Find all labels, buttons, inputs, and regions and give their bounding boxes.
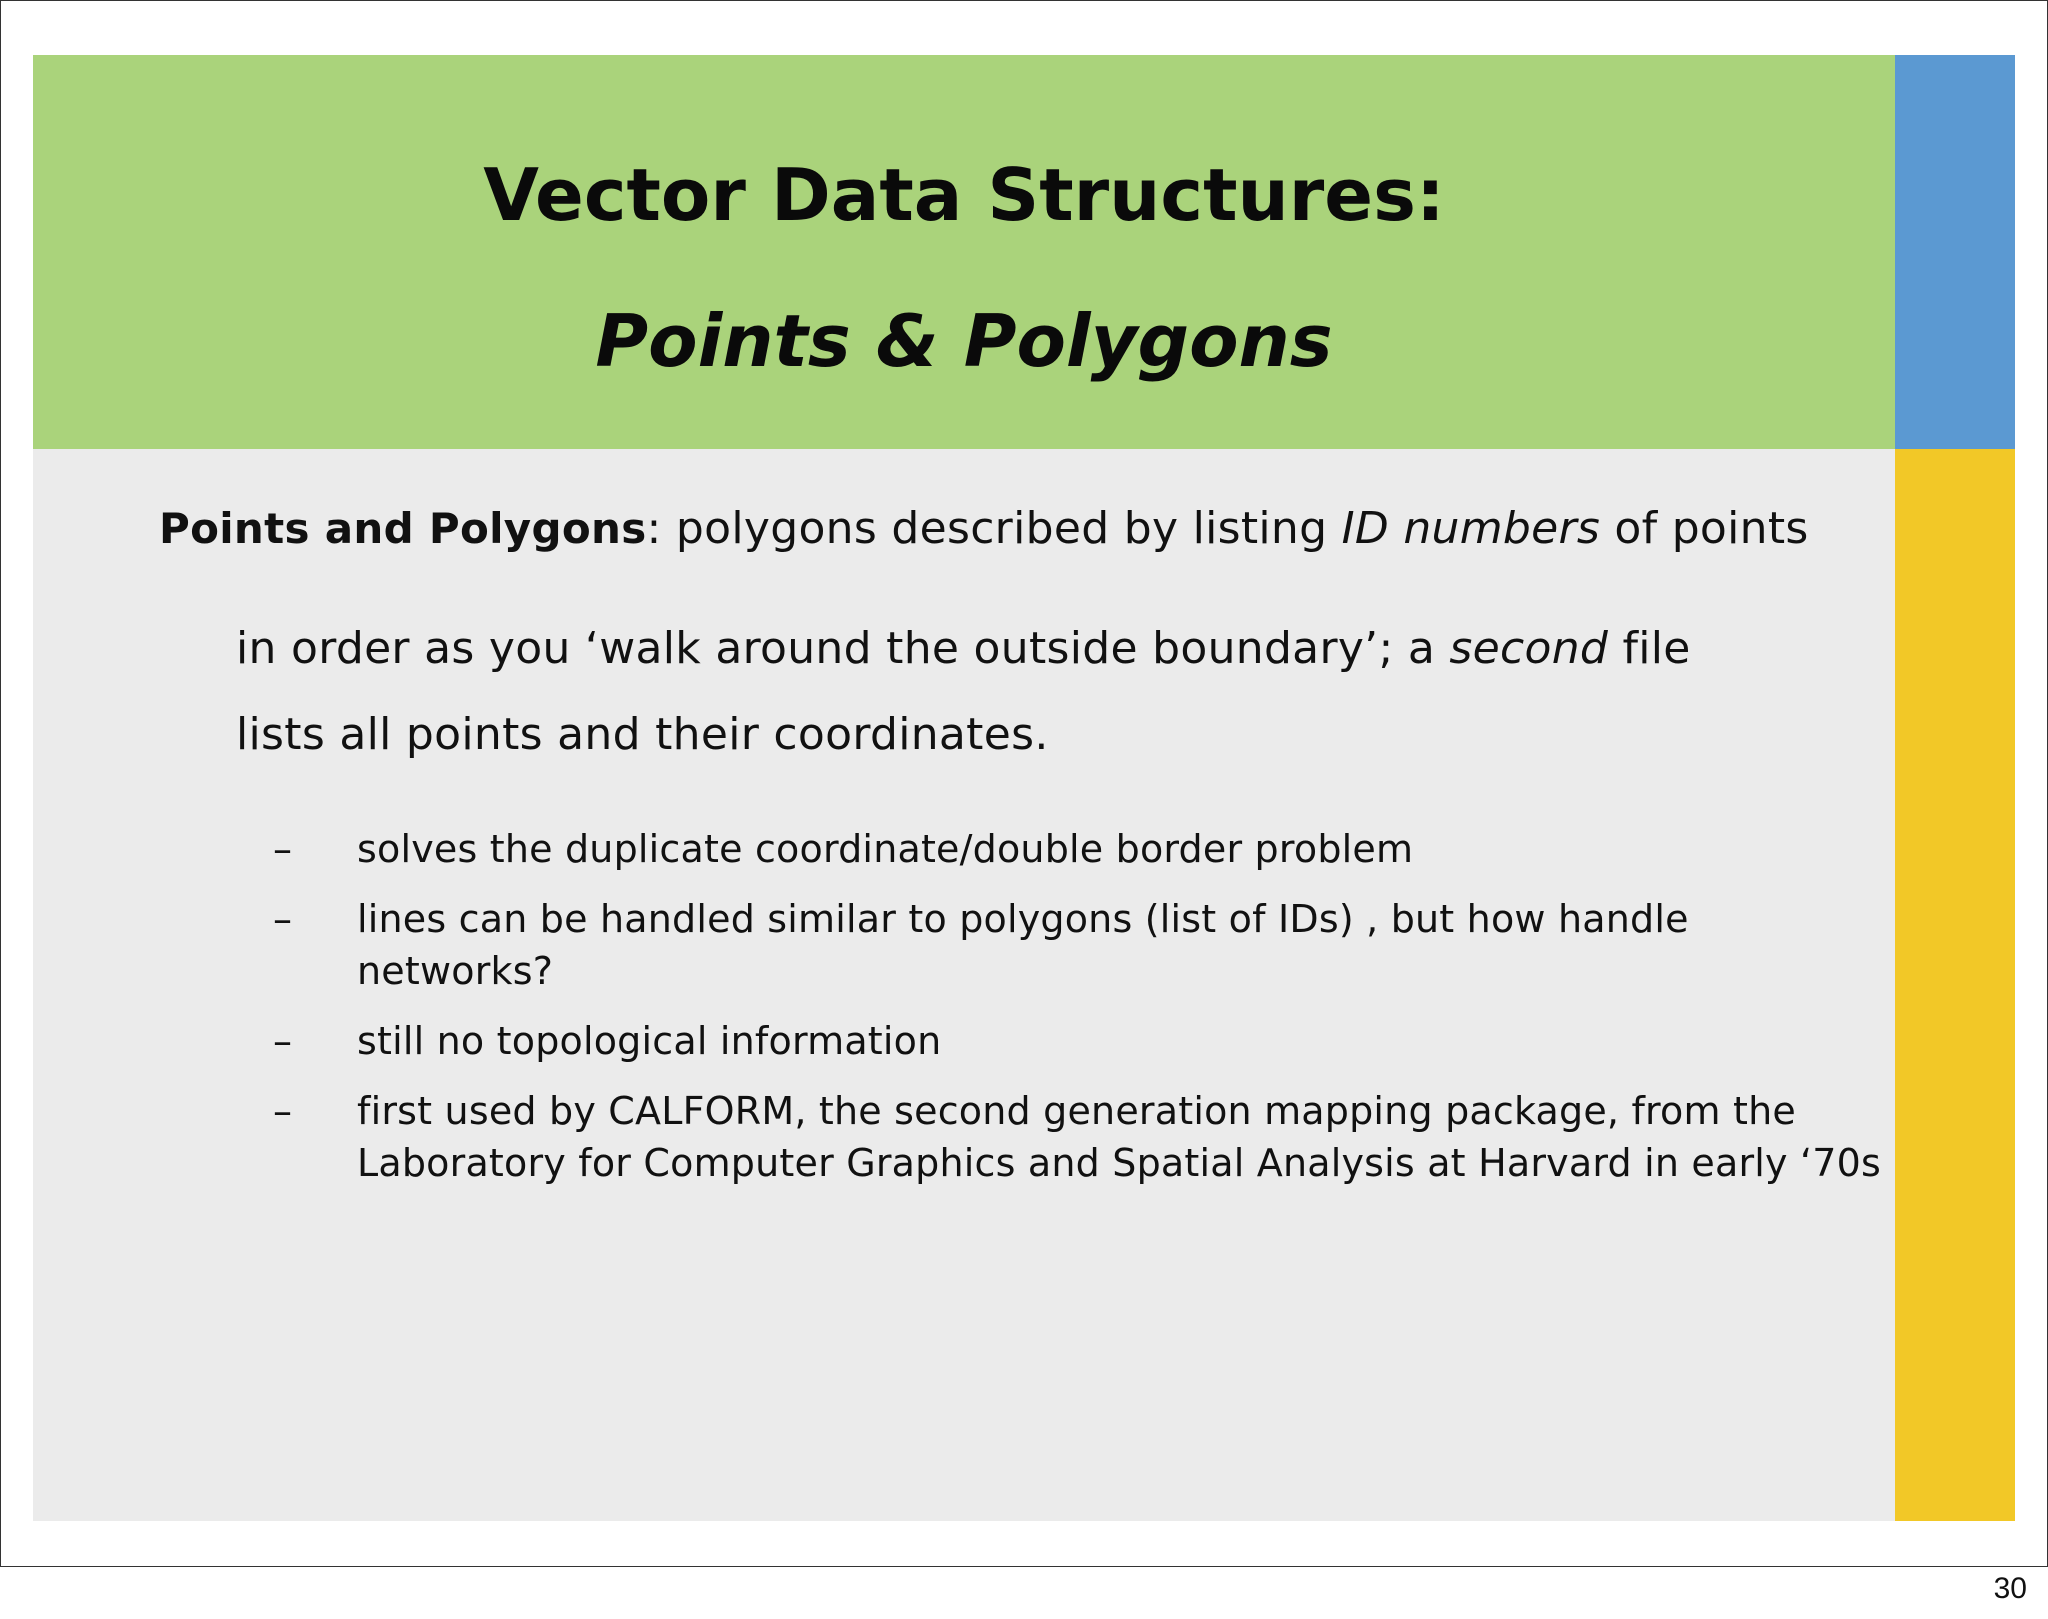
dash-marker: – [273,1019,293,1063]
bullet-list [263,823,1883,1207]
bullet-text: first used by CALFORM, the second generation mapping package, from the Laboratory for Computer Graphics and Spatial Analysis at Harvard in early ‘70s [357,1089,1882,1185]
bullet-text: still no topological information [357,1019,942,1063]
paragraph-emphasis: second [1449,623,1609,674]
paragraph-line-1 [159,503,1809,554]
dash-marker: – [273,1089,293,1133]
dash-marker: – [273,827,293,871]
slide-header [33,55,1895,449]
slide-title: Vector Data Structures: [483,153,1445,237]
paragraph-emphasis: ID numbers [1341,503,1601,554]
slide [33,55,2015,1521]
dash-marker: – [273,897,293,941]
paragraph-line-2 [236,623,1691,674]
accent-bar-blue [1895,55,2015,449]
bullet-item [263,1085,1883,1189]
paragraph-lead: Points and Polygons [159,504,647,553]
bullet-text: lines can be handled similar to polygons (list of IDs) , but how handle networks? [357,897,1689,993]
paragraph-text: file [1608,623,1691,674]
paragraph-text: in order as you ‘walk around the outside boundary’; a [236,623,1450,674]
paragraph-text: : polygons described by listing [646,503,1342,554]
bullet-item [263,893,1883,997]
slide-subtitle: Points & Polygons [595,299,1333,383]
page-number: 30 [1993,1572,2027,1605]
bullet-text: solves the duplicate coordinate/double border problem [357,827,1414,871]
bullet-item [263,823,1883,875]
paragraph-text: of points [1600,503,1809,554]
accent-bar-yellow [1895,449,2015,1521]
bullet-item [263,1015,1883,1067]
paragraph-line-3: lists all points and their coordinates. [236,709,1049,760]
